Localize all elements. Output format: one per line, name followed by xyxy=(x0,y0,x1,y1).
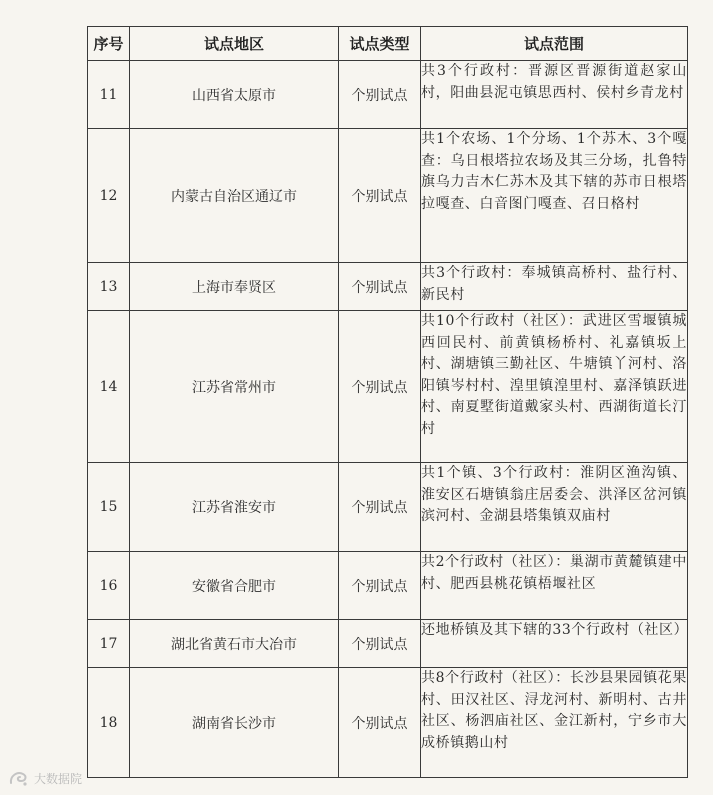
watermark xyxy=(8,769,82,787)
row-serial: 15 xyxy=(88,463,130,552)
header-serial: 序号 xyxy=(88,27,130,61)
row-type: 个别试点 xyxy=(339,311,421,463)
table-header-row xyxy=(88,27,688,61)
row-scope: 共2个行政村（社区）：巢湖市黄麓镇建中村、肥西县桃花镇梧堰社区 xyxy=(421,552,688,620)
header-scope: 试点范围 xyxy=(421,27,688,61)
row-serial: 14 xyxy=(88,311,130,463)
row-scope: 共3个行政村：奉城镇高桥村、盐行村、新民村 xyxy=(421,263,688,311)
row-type: 个别试点 xyxy=(339,620,421,668)
row-type: 个别试点 xyxy=(339,129,421,263)
table-row xyxy=(88,61,688,129)
row-scope: 共8个行政村（社区）：长沙县果园镇花果村、田汉社区、浔龙河村、新明村、古井社区、杨泗庙社区、金江新村，宁乡市大成桥镇鹅山村 xyxy=(421,668,688,778)
table-row xyxy=(88,129,688,263)
row-serial: 11 xyxy=(88,61,130,129)
table-row xyxy=(88,552,688,620)
row-scope: 还地桥镇及其下辖的33个行政村（社区） xyxy=(421,620,688,668)
row-type: 个别试点 xyxy=(339,61,421,129)
header-type: 试点类型 xyxy=(339,27,421,61)
row-area: 安徽省合肥市 xyxy=(130,552,339,620)
row-serial: 13 xyxy=(88,263,130,311)
row-serial: 12 xyxy=(88,129,130,263)
row-type: 个别试点 xyxy=(339,552,421,620)
row-scope: 共1个镇、3个行政村：淮阴区渔沟镇、淮安区石塘镇翁庄居委会、洪泽区岔河镇滨河村、金湖县塔集镇双庙村 xyxy=(421,463,688,552)
row-type: 个别试点 xyxy=(339,263,421,311)
table-row xyxy=(88,668,688,778)
row-area: 山西省太原市 xyxy=(130,61,339,129)
row-area: 江苏省常州市 xyxy=(130,311,339,463)
row-scope: 共3个行政村：晋源区晋源街道赵家山村，阳曲县泥屯镇思西村、侯村乡青龙村 xyxy=(421,61,688,129)
table-row xyxy=(88,263,688,311)
row-area: 内蒙古自治区通辽市 xyxy=(130,129,339,263)
row-serial: 18 xyxy=(88,668,130,778)
table-row xyxy=(88,620,688,668)
row-serial: 16 xyxy=(88,552,130,620)
pilot-table xyxy=(87,26,688,778)
row-serial: 17 xyxy=(88,620,130,668)
table-row xyxy=(88,463,688,552)
row-type: 个别试点 xyxy=(339,668,421,778)
watermark-text: 大数据院 xyxy=(34,771,83,786)
row-scope: 共1个农场、1个分场、1个苏木、3个嘎查：乌日根塔拉农场及其三分场，扎鲁特旗乌力吉木仁苏木及其下辖的苏市日根塔拉嘎查、白音图门嘎查、召日格村 xyxy=(421,129,688,263)
header-area: 试点地区 xyxy=(130,27,339,61)
table-row xyxy=(88,311,688,463)
swirl-logo-icon xyxy=(8,769,30,787)
row-area: 上海市奉贤区 xyxy=(130,263,339,311)
row-type: 个别试点 xyxy=(339,463,421,552)
row-area: 湖北省黄石市大冶市 xyxy=(130,620,339,668)
row-area: 江苏省淮安市 xyxy=(130,463,339,552)
row-scope: 共10个行政村（社区）：武进区雪堰镇城西回民村、前黄镇杨桥村、礼嘉镇坂上村、湖塘镇三勤社区、牛塘镇丫河村、洛阳镇岑村村、湟里镇湟里村、嘉泽镇跃进村、南夏墅街道戴家头村、西湖街道长汀村 xyxy=(421,311,688,463)
row-area: 湖南省长沙市 xyxy=(130,668,339,778)
